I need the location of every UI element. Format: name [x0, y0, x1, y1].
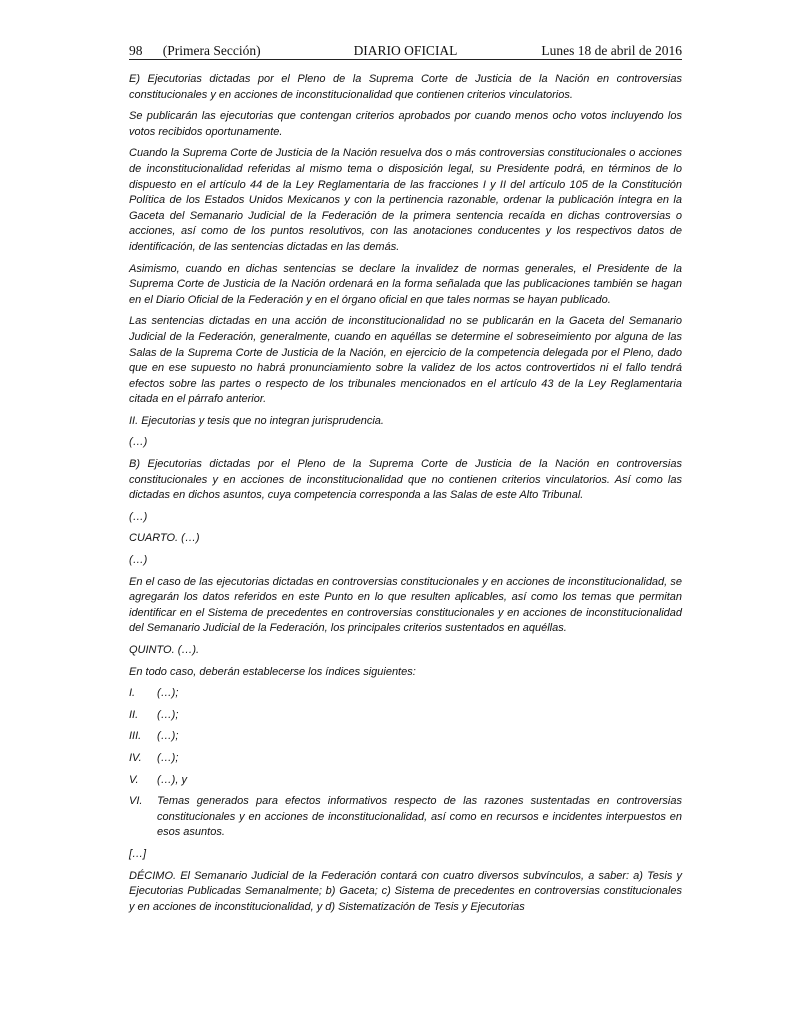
paragraph: II. Ejecutorias y tesis que no integran jurisprudencia.: [129, 414, 384, 427]
list-item-number: III.: [129, 730, 142, 743]
ellipsis-paragraph: (…): [129, 510, 148, 523]
list-item-number: VI.: [129, 795, 143, 808]
list-item-number: I.: [129, 687, 136, 700]
paragraph: Se publicarán las ejecutorias que contengan criterios aprobados por cuando menos ocho votos incluyendo los votos recibidos oportunamente.: [129, 110, 682, 138]
paragraph: B) Ejecutorias dictadas por el Pleno de la Suprema Corte de Justicia de la Nación en controversias constitucionales y en acciones de inconstitucionalidad que no contienen criterios vinculatorios. Así como las dictadas en dichos asuntos, cuya competencia corresponda a las Salas de este Alto Tribunal.: [129, 458, 682, 502]
list-item: [129, 729, 682, 745]
paragraph: Asimismo, cuando en dichas sentencias se declare la invalidez de normas generales, el Presidente de la Suprema Corte de Justicia de la Nación ordenará en la forma señalada que las publicaciones también se hagan en el Diario Oficial de la Federación y en el órgano oficial en que tales normas se hayan publicado.: [129, 262, 682, 306]
paragraph: En el caso de las ejecutorias dictadas en controversias constitucionales y en acciones de inconstitucionalidad, se agregarán los datos referidos en este Punto en lo que resulten aplicables, así como los temas que permitan identificar en el Sistema de precedentes en controversias constitucionales y en acciones de inconstitucionalidad del Semanario Judicial de la Federación, los principales criterios sustentados en aquéllas.: [129, 575, 682, 635]
paragraph: DÉCIMO. El Semanario Judicial de la Federación contará con cuatro diversos subvínculos, a saber: a) Tesis y Ejecutorias Publicadas Semanalmente; b) Gaceta; c) Sistema de precedentes en controversias constitucionales y en acciones de inconstitucionalidad, y d) Sistematización de Tesis y Ejecutorias: [129, 869, 682, 913]
list-item: [129, 708, 682, 724]
page-header: [129, 38, 682, 60]
header-rule: [129, 59, 682, 60]
list-item: [129, 751, 682, 767]
list-item-number: IV.: [129, 751, 142, 764]
section-heading: QUINTO. (…).: [129, 644, 200, 656]
list-item-text: (…);: [157, 730, 179, 743]
list-item: [129, 773, 682, 789]
ellipsis-paragraph: (…): [129, 436, 148, 449]
document-body: [129, 72, 682, 921]
publication-date: Lunes 18 de abril de 2016: [541, 43, 682, 58]
list-item-number: II.: [129, 708, 139, 721]
list-item-number: V.: [129, 773, 139, 786]
paragraph: En todo caso, deberán establecerse los índices siguientes:: [129, 665, 416, 678]
ellipsis-paragraph: (…): [129, 554, 148, 567]
ellipsis-paragraph: […]: [129, 847, 147, 860]
list-item-text: (…);: [157, 751, 179, 764]
list-item-text: Temas generados para efectos informativos respecto de las razones sustentadas en controversias constitucionales y en acciones de inconstitucionalidad, así como en recursos e incidentes interpuestos en esos asuntos.: [157, 795, 682, 839]
publication-title: DIARIO OFICIAL: [353, 43, 458, 58]
list-item-text: (…), y: [157, 773, 187, 786]
page-number-section: 98 (Primera Sección): [129, 43, 261, 58]
list-item-text: (…);: [157, 708, 179, 721]
list-item-text: (…);: [157, 687, 179, 700]
paragraph: Las sentencias dictadas en una acción de inconstitucionalidad no se publicarán en la Gaceta del Semanario Judicial de la Federación, generalmente, cuando en aquéllas se determine el sobreseimiento por alguna de las Salas de la Suprema Corte de Justicia de la Nación, en ejercicio de la competencia delegada por el Pleno, dado que en ese supuesto no habrá pronunciamiento sobre la validez de los actos controvertidos ni el fallo tendrá efectos sobre las partes o respecto de los tribunales mencionados en el artículo 43 de la Ley Reglamentaria citada en el párrafo anterior.: [129, 315, 682, 406]
section-heading: CUARTO. (…): [129, 532, 200, 545]
paragraph: Cuando la Suprema Corte de Justicia de la Nación resuelva dos o más controversias constitucionales o acciones de inconstitucionalidad referidas al mismo tema o disposición legal, su Presidente podrá, en términos de lo dispuesto en el artículo 44 de la Ley Reglamentaria de las fracciones I y II del artículo 105 de la Constitución Política de los Estados Unidos Mexicanos y con la pertinencia razonable, ordenar la publicación íntegra en la Gaceta del Semanario Judicial de la Federación de la primera sentencia recaída en dichas controversias o acciones, así como de los puntos resolutivos, con las anotaciones conducentes y los respectivos datos de identificación, de las sentencias dictadas en las demás.: [129, 147, 682, 253]
list-item: [129, 686, 682, 702]
paragraph: E) Ejecutorias dictadas por el Pleno de la Suprema Corte de Justicia de la Nación en controversias constitucionales y en acciones de inconstitucionalidad que contienen criterios vinculatorios.: [129, 73, 682, 101]
list-item: [129, 794, 682, 841]
